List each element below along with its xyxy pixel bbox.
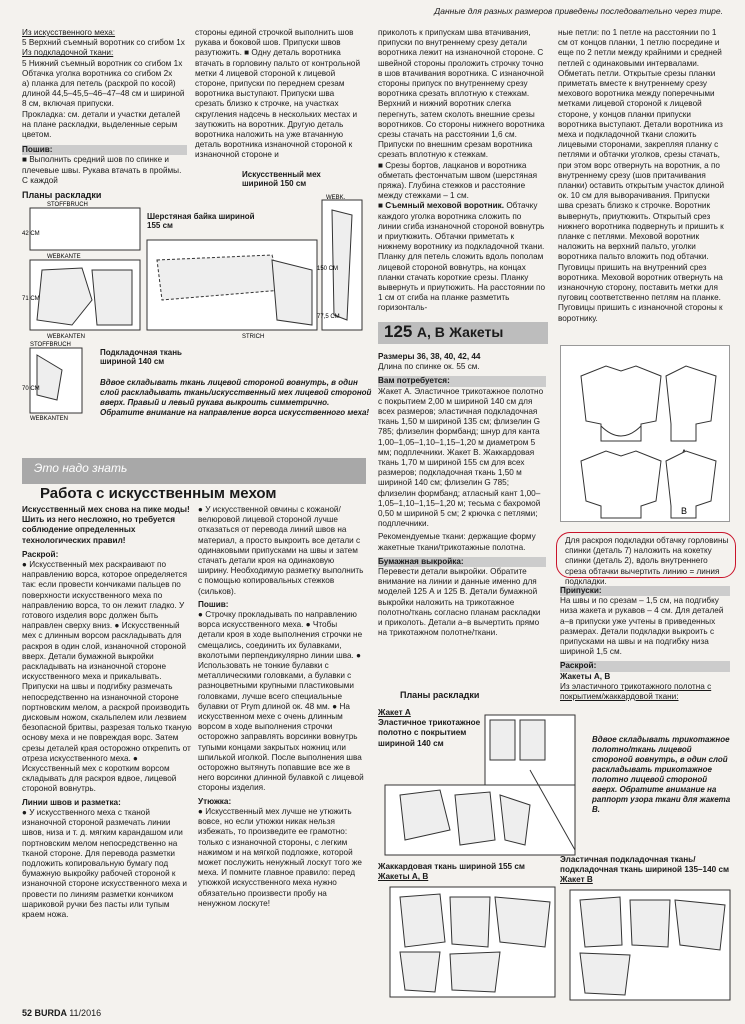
dim-label: 70 CM (22, 386, 40, 392)
model-number: 125 (384, 322, 413, 341)
fabric-label: Жаккардовая ткань шириной 155 см (378, 862, 525, 871)
brand: BURDA (34, 1008, 67, 1018)
webk-label: WEBK. (326, 195, 346, 201)
jacket-drawing (561, 346, 729, 521)
length: Длина по спинке ок. 55 см. (378, 362, 480, 372)
header-note: Данные для разных размеров приведены последовательно через тире. (434, 6, 723, 16)
subheading: ■ Съемный меховой воротник. (378, 201, 505, 211)
lining-layout-diagram (560, 885, 735, 1010)
model-header (378, 322, 548, 344)
text-line: Из подкладочной ткани: (22, 48, 114, 58)
strich-label: STRICH (242, 334, 265, 340)
fabric-label: Подкладочная ткань шириной 140 см (100, 348, 182, 366)
paragraph: ● Строчку прокладывать по направлению ворса искусственного меха. ● Чтобы детали кроя в ходе выполнения строчки не смещались, соединить их булавками, вколотыми перпендикулярно линии шва. ● Использовать не тонкие булавки с металлическими головками, а булавки с разноцветными крупными пластиковыми головками, лучше всего специальные булавки от Prym длиной ок. 48 мм. ● На искусственном мехе с очень длинным ворсом в ходе выполнения строчки осторожно заправлять ворсинки вовнутрь тупыми концами закрытых ножниц или шпилькой иголкой. После выполнения шва осторожно вытянуть попавшие все же в него ворсинки длинной булавкой с лицевой стороны изделия. (198, 610, 364, 793)
col1-top (22, 28, 187, 186)
paragraph: ● Искусственный мех лучше не утюжить вовсе, но если утюжки никак нельзя избежать, то произведите ее грамотно: только с изнаночной стороны, с легким нажимом и на мягкой подложке, которой может послужить ненужный лоскут того же меха. И помните главное правило: перед утюжкой искусственного меха нужно обязательно произвести пробу на ненужном лоскуте! (198, 806, 362, 908)
paragraph: ные петли: по 1 петле на расстоянии по 1 см от концов планки, 1 петлю посредине и еще по 2 петли между крайними и средней петлей с одинаковыми интервалами. Обметать петли. Открытые срезы планки приметать вместе к внутреннему срезу мехового воротника между поперечными метками лицевой стороной к лицевой стороне, у концов планки припуски воротника выступают. Детали воротника из меха и подкладочной ткани сложить лицевыми сторонами, закрепляя планку с петлями и обтачки уголков, срезы стачать, при этом ворс отвернуть на воротник, а по внутреннему срезу (шов притачивания планки) оставить открытым участок длиной ок. 10 см для выворачивания. Припуски шва срезать близко к строчке. Воротник вывернуть, приутюжить. Открытый срез нижнего воротника подвернуть и пришить к планке с петлями. Меховой воротник наложить на верхний пальто, уголки воротника пальто вложить под обтачки. Пуговицы пришить на внутренний срез воротника. Меховой воротник отвернуть на изнаночную сторону, поставить метки для пуговиц соответственно петлям на планке. Пуговицы пришить с изнаночной стороны к воротнику. (558, 28, 725, 323)
col3-top (378, 28, 546, 314)
layouts-title: Планы раскладки (400, 690, 480, 700)
dim-label: 77,5 CM (317, 314, 340, 320)
red-note: Для раскроя подкладки обтачку горловины спинки (деталь 7) наложить на кокетку спинки (деталь 2), вдоль внутреннего среза обтачки вычертить линию = линия подкладки. (565, 536, 729, 586)
text-line: 5 Нижний съемный воротник со сгибом 1x (22, 58, 183, 68)
model-details (378, 352, 546, 638)
paragraph: стороны единой строчкой выполнить шов рукава и боковой шов. Припуски швов разутюжить. ■ Одну деталь воротника втачать в горловину пальто от контрольной метки 4 лицевой стороной к лицевой стороне, припуски по переднем срезам воротника выступают. Припуски шва срезать близко к строчке, на участках скругления надсечь в нескольких местах и заутюжить на воротник. Другую деталь воротника наложить на уже втачанную деталь воротника изнаночной стороной к изнаночной стороне и (195, 28, 361, 160)
text-line: Из искусственного меха: (22, 28, 116, 37)
banner-text: Это надо знать (34, 461, 128, 475)
allowances (560, 586, 730, 702)
fabric-label: Искусственный мех шириной 150 см (242, 170, 321, 188)
stoffbruch-label: STOFFBRUCH (30, 342, 71, 348)
subheading: Пошив: (198, 599, 229, 609)
paragraph: ● Искусственный мех раскраивают по направлению ворса, которое определяется так: если провести кончиками пальцев по поверхности искусственного меха по направлению ворса, то он лежит гладко. У готового изделия ворс должен быть направлен сверху вниз. ● Искусственный мех с длинным ворсом раскладывать для раскроя в один слой, изнаночной стороной вверх. Детали бумажной выкройки раскладывать на изнаночной стороне искусственного меха и прикалывать. Припуски на швы и подгибку размечать непосредственно на изнаночной стороне портновским мелом, а раскрой производить дисковым ножом, скальпелем или лезвием безопасной бритвы, разрезая только тканую основу меха и не повреждая ворс. Затем срезы деталей края осторожно открепить от отреза искусственного меха. ● Искусственный мех с коротким ворсом складывать для раскроя вдвое, лицевой стороной вовнутрь. (22, 560, 192, 794)
subheading: Линии швов и разметка: (22, 797, 121, 807)
subheading: Утюжка: (198, 796, 232, 806)
text-line: а) планка для петель (раскрой по косой) длиной 44,5–45,5–46–47–48 см и шириной 8 см, включая припуски. (22, 79, 185, 109)
subheading: Припуски: (560, 586, 730, 596)
paragraph: Перевести детали выкройки. Обратите внимание на линии и данные именно для моделей 125 А и 125 В. Детали бумажной выкройки наложить на трикотажное полотно/ткань согласно планам раскладки и приколоть. Детали а–в вычертить прямо на трикотажном полотне/ткани. (378, 567, 541, 638)
paragraph: ■ Срезы бортов, лацканов и воротника обметать фестончатым швом (шерстяная пряжа). Глубина стежков и расстояние между стежками – 1 см. (378, 160, 538, 201)
fabric-label: Эластичное трикотажное полотно с покрытием шириной 140 см (378, 718, 481, 748)
dim-label: 71 CM (22, 296, 40, 302)
jacquard-label (378, 862, 558, 882)
paragraph: ● У искусственной овчины с кожаной/велюровой лицевой стороной лучше отказаться от перевода линий швов на материал, а просто выкроить все детали с одинаковыми припусками на швы и затем стачать детали кроя на одинаковую ширину. Необходимую разметку выполнить с помощью копировальных стежков (сильков). (198, 505, 364, 596)
text-line: Прокладка: см. детали и участки деталей на плане раскладки, выделенные серым цветом. (22, 109, 181, 140)
jacket-label: Жакет В (560, 875, 593, 885)
subheading: Раскрой: (560, 661, 730, 671)
lining-label (560, 855, 735, 886)
fabric-label: Шерстяная байка шириной 155 см (147, 212, 255, 230)
jacket-label: Жакет А (378, 708, 411, 717)
paragraph: приколоть к припускам шва втачивания, припуски по внутреннему срезу детали воротника лежит на изнаночной стороне. С швейной стороны проложить строчку точно в шов втачивания воротника. С изнаночной стороны припуск по внутреннему срезу воротника срезать вплотную к стежкам. Верхний и нижний воротник слегка перегнуть, затем сколоть внешние срезы воротников. Со стороны нижнего воротника срезы стачать на расстоянии 1,6 см. Припуски по внешним срезам воротника срезать вплотную к стежкам. (378, 28, 545, 160)
subheading: Бумажная выкройка: (378, 557, 546, 567)
text-line: Обтачка уголка воротника со сгибом 2x (22, 68, 173, 78)
article-col1 (22, 505, 192, 920)
webkanten-label: WEBKANTEN (30, 416, 69, 422)
layout-note: Вдвое складывать ткань лицевой стороной вовнутрь, в один слой раскладывать ткань/искусственный мех лицевой стороной вверх. Правый и левый рукава выкроить симметрично. Обратите внимание на направление ворса искусственного меха! (100, 378, 372, 417)
col4-top (558, 28, 726, 324)
page-number: 52 (22, 1008, 33, 1018)
footer (22, 1008, 101, 1018)
webkanten-label: WEBKANTEN (47, 334, 86, 340)
paragraph: Жакет А. Эластичное трикотажное полотно с покрытием 2,00 м шириной 140 см для всех размеров; эластичная подкладочная ткань 1,50 м шириной 135 см; флизелин G 785; флизелин формбанд; шнур для канта 1,00–1,05–1,10–1,15–1,20 м диаметром 5 мм; подплечники. Жакет В. Жаккардовая ткань 1,70 м шириной 155 см для всех размеров; подкладочная ткань 1,50 м шириной 140 см; флизелин G 785; флизелин формбанд; атласный кант 1,00–1,05–1,10–1,15–1,20 м; тесьма с бахромой 0,50 м шириной 5 см; 2 крючка с петлями; подплечники. (378, 386, 544, 529)
jacket-label: Жакеты А, В (378, 872, 429, 882)
section-heading: Пошив: (22, 145, 187, 155)
fold-note: Вдвое складывать трикотажное полотно/ткань лицевой стороной вовнутрь, в один слой раскладывать трикотажное полотно лицевой стороной вверх. Обратите внимание на раппорт узора ткани для жакета В. (592, 735, 731, 814)
paragraph: ■ Выполнить средний шов по спинке и плечевые швы. Рукава втачать в проймы. С каждой (22, 155, 182, 185)
lining-layout-diagram (22, 340, 92, 420)
jacket-sketches (560, 345, 730, 522)
col2-top (195, 28, 365, 161)
subheading: Раскрой: (22, 549, 59, 559)
dim-label: 150 CM (317, 266, 339, 272)
paragraph: Из эластичного трикотажного полотна с покрытием/жаккардовой ткани: (560, 681, 712, 702)
sizes: Размеры 36, 38, 40, 42, 44 (378, 352, 481, 361)
jacketA-layout-diagram (380, 710, 580, 860)
model-letters: A, B (416, 324, 445, 340)
model-name: Жакеты (449, 324, 504, 340)
fabric-label: Эластичная подкладочная ткань/подкладочная ткань шириной 135–140 см (560, 855, 730, 875)
article-title: Работа с искусственным мехом (40, 485, 277, 502)
paragraph: На швы и по срезам – 1,5 см, на подгибку низа жакета и рукавов – 4 см. Для деталей а–в припуски уже учтены в приведенных размерах. Детали подкладки выкроить с припусками на швы и на подгибку низа шириной 1,5 см. (560, 596, 724, 657)
issue: 11/2016 (69, 1008, 102, 1018)
text-line: 5 Верхний съемный воротник со сгибом 1x (22, 38, 185, 48)
paragraph: ● У искусственного меха с тканой изнаночной стороной размечать линии швов, низа и т. д. мягким карандашом или портновским мелом непосредственно на тканой стороне. Для перевода разметки подложить копировальную бумагу под бумажную выкройку рабочей стороной к изнаночной стороне искусственного меха и провести по линиям разметки кончиком шариковой ручки без пасты или тупым краем ножа. (22, 807, 187, 919)
subheading: Жакеты А, В (560, 671, 611, 681)
lead: Искусственный мех снова на пике моды! Шить из него несложно, но требуется соблюдение определенных технологических правил! (22, 505, 190, 545)
stoffbruch-label: STOFFBRUCH (47, 202, 88, 208)
article-banner (22, 458, 366, 484)
paragraph: Обтачку каждого уголка воротника сложить по линии сгиба изнаночной стороной вовнутрь и приутюжить. Обтачки приметать к нижнему воротнику из подкладочной ткани. Планку для петель сложить вдоль пополам лицевой стороной вовнутрь, на концах планки стачать короткие срезы. Планку вывернуть и приутюжить. На расстоянии по 1 см от сгиба на планке разметить горизонталь- (378, 201, 546, 313)
article-col2 (198, 505, 366, 909)
layout-title: Планы раскладки (22, 190, 102, 200)
dim-label: 42 CM (22, 231, 40, 237)
subheading: Вам потребуется: (378, 376, 546, 386)
webkante-label: WEBKANTE (47, 254, 81, 260)
paragraph: Рекомендуемые ткани: держащие форму жакетные ткани/трикотажные полотна. (378, 532, 536, 552)
jacquard-layout-diagram (380, 882, 560, 1007)
sketch-label: B (681, 506, 688, 516)
